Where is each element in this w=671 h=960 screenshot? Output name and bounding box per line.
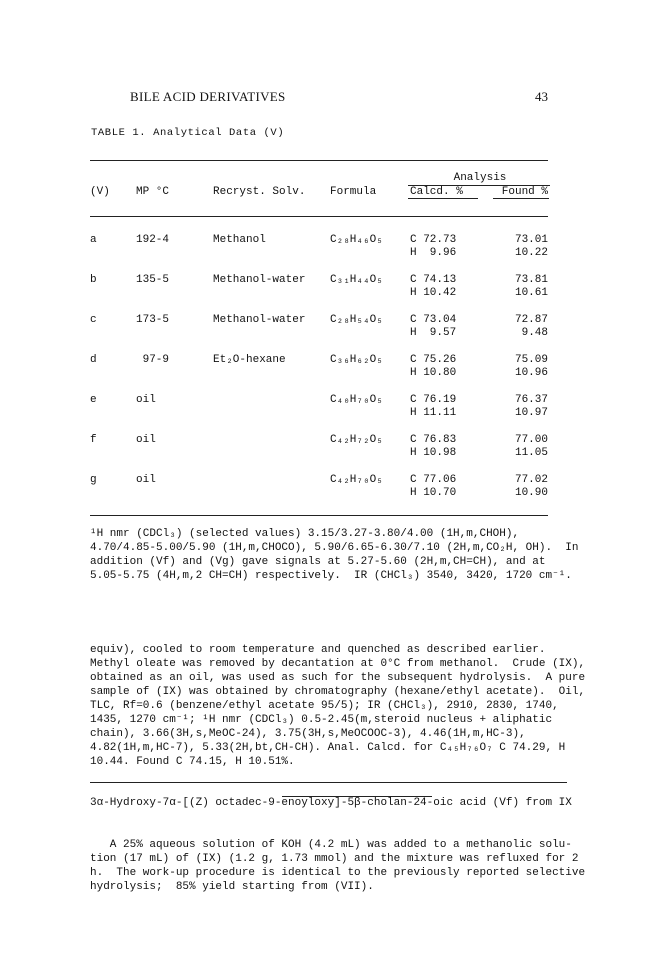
- koh-underline: [282, 796, 432, 797]
- col-header-calcd: Calcd. %: [410, 186, 463, 198]
- cell-formula: C₂₈H₄₆O₅: [330, 234, 383, 246]
- cell-solvent: Methanol: [213, 234, 266, 246]
- cell-calcd-h: H 9.96: [410, 247, 457, 259]
- table-bottom-rule: [90, 515, 548, 516]
- page-number: 43: [535, 89, 548, 104]
- cell-id: f: [90, 434, 97, 446]
- cell-found-c: 77.02: [514, 474, 548, 486]
- cell-id: g: [90, 474, 97, 486]
- cell-found-c: 72.87: [514, 314, 548, 326]
- cell-found-h: 11.05: [514, 447, 548, 459]
- cell-mp: 192-4: [136, 234, 170, 246]
- table-footnote: ¹H nmr (CDCl₃) (selected values) 3.15/3.27-3.80/4.00 (1H,m,CHOH), 4.70/4.85-5.00/5.90 (1H,m,CHOCO), 5.90/6.65-6.30/7.10 (2H,m,CO₂H, OH). In addition (Vf) and (Vg) gave signals at 5.27-5.60 (2H,m,CH=CH), and at 5.05-5.75 (4H,m,2 CH=CH) respectively. IR (CHCl₃) 3540, 3420, 1720 cm⁻¹.: [90, 528, 579, 582]
- cell-calcd-h: H 9.57: [410, 327, 457, 339]
- cell-found-c: 75.09: [514, 354, 548, 366]
- cell-mp: 97-9: [136, 354, 170, 366]
- cell-formula: C₄₀H₇₀O₅: [330, 394, 383, 406]
- cell-found-h: 10.22: [514, 247, 548, 259]
- cell-mp: oil: [136, 434, 156, 446]
- cell-mp: oil: [136, 474, 156, 486]
- body-paragraph: equiv), cooled to room temperature and quenched as described earlier. Methyl oleate was removed by decantation at 0°C from methanol. Crude (IX), obtained as an oil, was used as such for the subsequent hydrolysis. A pure sample of (IX) was obtained by chromatography (hexane/ethyl acetate). Oil, TLC, Rf=0.6 (benzene/ethyl acetate 95/5); IR (CHCl₃), 2910, 2830, 1740, 1435, 1270 cm⁻¹; ¹H nmr (CDCl₃) 0.5-2.45(m,steroid nucleus + aliphatic chain), 3.66(3H,s,MeOC-24), 3.75(3H,s,MeOCOOC-3), 4.46(1H,m,HC-3), 4.82(1H,m,HC-7), 5.33(2H,bt,CH-CH). Anal. Calcd. for C₄₅H₇₆O₇ C 74.29, H 10.44. Found C 74.15, H 10.51%.: [90, 644, 586, 768]
- found-underline: [493, 198, 549, 199]
- cell-solvent: Methanol-water: [213, 314, 306, 326]
- table-caption: TABLE 1. Analytical Data (V): [91, 127, 285, 139]
- section-heading: 3α-Hydroxy-7α-[(Z) octadec-9-enoyloxy]-5β-cholan-24-oic acid (Vf) from IX: [90, 797, 572, 809]
- cell-found-h: 10.97: [514, 407, 548, 419]
- cell-id: a: [90, 234, 97, 246]
- cell-formula: C₄₂H₇₀O₅: [330, 474, 383, 486]
- col-header-solvent: Recryst. Solv.: [213, 186, 306, 198]
- cell-formula: C₃₁H₄₄O₅: [330, 274, 383, 286]
- cell-formula: C₄₂H₇₂O₅: [330, 434, 383, 446]
- cell-found-c: 73.81: [514, 274, 548, 286]
- cell-calcd-c: C 73.04: [410, 314, 457, 326]
- table-top-rule: [90, 160, 548, 161]
- section: [90, 768, 585, 908]
- col-header-formula: Formula: [330, 186, 377, 198]
- cell-id: c: [90, 314, 97, 326]
- section-text: A 25% aqueous solution of KOH (4.2 mL) was added to a methanolic solu- tion (17 mL) of (IX) (1.2 g, 1.73 mmol) and the mixture was refluxed for 2 h. The work-up procedure is identical to the previously reported selective hydrolysis; 85% yield starting from (VII).: [90, 839, 586, 893]
- cell-found-c: 77.00: [514, 434, 548, 446]
- cell-found-h: 10.96: [514, 367, 548, 379]
- cell-formula: C₃₆H₆₂O₅: [330, 354, 383, 366]
- cell-found-h: 10.61: [514, 287, 548, 299]
- cell-calcd-h: H 11.11: [410, 407, 457, 419]
- cell-calcd-c: C 72.73: [410, 234, 457, 246]
- cell-calcd-c: C 74.13: [410, 274, 457, 286]
- cell-calcd-h: H 10.80: [410, 367, 457, 379]
- cell-solvent: Methanol-water: [213, 274, 306, 286]
- table-header-rule: [90, 216, 548, 217]
- cell-id: b: [90, 274, 97, 286]
- col-header-mp: MP °C: [136, 186, 170, 198]
- cell-calcd-c: C 76.83: [410, 434, 457, 446]
- cell-formula: C₂₈H₅₄O₅: [330, 314, 383, 326]
- cell-mp: 173-5: [136, 314, 170, 326]
- cell-calcd-h: H 10.70: [410, 487, 457, 499]
- cell-found-h: 10.90: [514, 487, 548, 499]
- calcd-underline: [408, 198, 478, 199]
- cell-id: e: [90, 394, 97, 406]
- cell-id: d: [90, 354, 97, 366]
- cell-solvent: Et₂O-hexane: [213, 354, 286, 366]
- cell-mp: oil: [136, 394, 156, 406]
- cell-calcd-c: C 76.19: [410, 394, 457, 406]
- cell-calcd-c: C 77.06: [410, 474, 457, 486]
- analysis-group-header: Analysis: [453, 172, 507, 184]
- cell-found-c: 73.01: [514, 234, 548, 246]
- cell-calcd-c: C 75.26: [410, 354, 457, 366]
- cell-found-h: 9.48: [521, 327, 548, 339]
- col-header-id: (V): [90, 186, 110, 198]
- cell-mp: 135-5: [136, 274, 170, 286]
- cell-found-c: 76.37: [514, 394, 548, 406]
- section-heading-underline: [90, 782, 567, 783]
- col-header-found: Found %: [501, 186, 548, 198]
- cell-calcd-h: H 10.42: [410, 287, 457, 299]
- running-head: BILE ACID DERIVATIVES: [130, 89, 286, 104]
- cell-calcd-h: H 10.98: [410, 447, 457, 459]
